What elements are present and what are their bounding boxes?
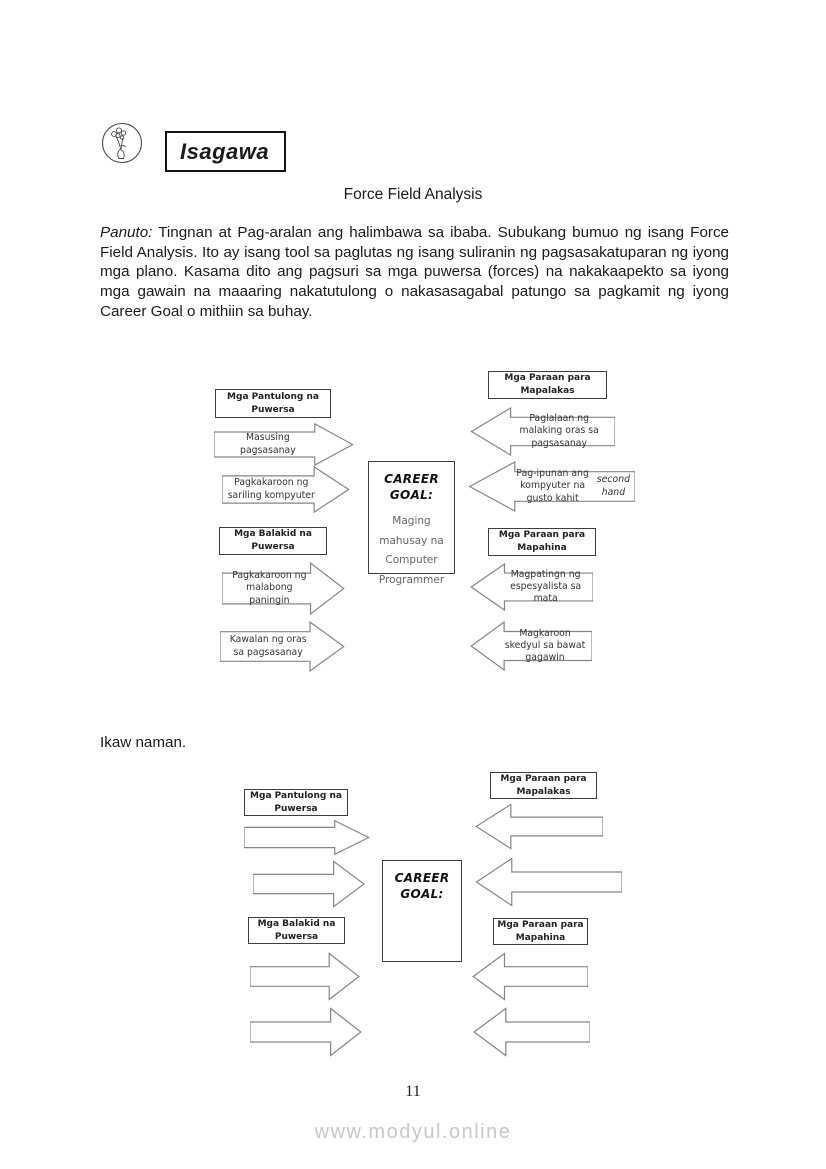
page-number: 11 bbox=[405, 1083, 421, 1100]
weaken-way-arrow bbox=[470, 621, 592, 671]
left-arrow-shape bbox=[475, 803, 603, 850]
blank-hindering-force-arrow[interactable] bbox=[250, 1007, 362, 1057]
blank-weaken-way-arrow[interactable] bbox=[472, 952, 588, 1001]
right-arrow-shape bbox=[244, 820, 370, 855]
strengthen-ways-header: Mga Paraan para Mapalakas bbox=[490, 772, 597, 799]
career-goal-box bbox=[368, 461, 455, 586]
arrow-label: Magkaroon skedyul sa bawat gagawin bbox=[504, 627, 586, 664]
arrow-label: Kawalan ng oras sa pagsasanay bbox=[229, 634, 307, 658]
arrow-label: Masusing pagsasanay bbox=[240, 432, 296, 456]
left-arrow-shape bbox=[472, 952, 588, 1001]
helping-force-arrow bbox=[222, 466, 350, 513]
activity-title: Isagawa bbox=[180, 138, 270, 164]
weaken-ways-header: Mga Paraan para Mapahina bbox=[488, 528, 596, 556]
your-turn-prompt: Ikaw naman. bbox=[100, 734, 187, 751]
career-goal-box[interactable] bbox=[382, 860, 462, 962]
weaken-ways-header: Mga Paraan para Mapahina bbox=[493, 918, 588, 945]
left-arrow-shape bbox=[473, 1007, 590, 1057]
arrow-label: Magpatingn ng espesyalista sa mata bbox=[510, 568, 582, 605]
weaken-way-arrow bbox=[470, 563, 593, 611]
right-arrow-shape bbox=[250, 1007, 362, 1057]
blank-strengthen-way-arrow[interactable] bbox=[475, 803, 603, 850]
blank-helping-force-arrow[interactable] bbox=[244, 820, 370, 855]
arrow-label: Pagkakaroon ng malabong paningin bbox=[232, 570, 307, 606]
arrow-label: Pagkakaroon ng sariling kompyuter bbox=[227, 477, 315, 501]
strengthen-ways-header: Mga Paraan para Mapalakas bbox=[488, 371, 607, 399]
blank-strengthen-way-arrow[interactable] bbox=[475, 857, 622, 907]
instructions-text: Tingnan at Pag-aralan ang halimbawa sa ibaba. Subukang bumuo ng isang Force Field Analysis. Ito ay isang tool sa paglutas ng isang suliranin ng pagsasakatuparan ng iyong mga plano. Kasama dito ang pagsuri sa mga puwersa (forces) na nakakaapekto sa iyong mga gawain na maaaring nakatutulong o nakasasagabal patungo sa pagkamit ng iyong Career Goal o mithiin sa buhay. bbox=[100, 224, 729, 320]
arrow-label: Paglalaan ng malaking oras sa pagsasanay bbox=[519, 413, 599, 449]
helping-forces-header: Mga Pantulong na Puwersa bbox=[244, 789, 348, 816]
arrow-label-italic: second hand bbox=[596, 474, 630, 498]
right-arrow-shape bbox=[253, 860, 365, 908]
section-title: Force Field Analysis bbox=[343, 186, 483, 203]
blank-helping-force-arrow[interactable] bbox=[253, 860, 365, 908]
career-goal-text: Maging mahusay na Computer Programmer bbox=[378, 515, 445, 586]
watermark: www.modyul.online bbox=[314, 1121, 512, 1143]
flower-sketch-icon bbox=[101, 122, 143, 164]
activity-title-box bbox=[165, 131, 286, 172]
hindering-forces-header: Mga Balakid na Puwersa bbox=[219, 527, 327, 555]
helping-force-arrow bbox=[214, 423, 354, 466]
arrow-label bbox=[511, 461, 630, 512]
hindering-force-arrow bbox=[222, 562, 345, 615]
strengthen-way-arrow bbox=[470, 407, 615, 456]
hindering-forces-header: Mga Balakid na Puwersa bbox=[248, 917, 345, 944]
hindering-force-arrow bbox=[220, 621, 345, 672]
career-goal-label: CAREER GOAL: bbox=[384, 472, 439, 503]
panuto-label: Panuto: bbox=[100, 224, 153, 241]
instructions-paragraph bbox=[100, 223, 729, 322]
left-arrow-shape bbox=[475, 857, 622, 907]
career-goal-label: CAREER GOAL: bbox=[394, 871, 450, 902]
right-arrow-shape bbox=[250, 952, 360, 1001]
arrow-label-text: Pag-ipunan ang kompyuter na gusto kahit bbox=[516, 468, 589, 504]
helping-forces-header: Mga Pantulong na Puwersa bbox=[215, 389, 331, 418]
strengthen-way-arrow bbox=[468, 461, 635, 512]
blank-weaken-way-arrow[interactable] bbox=[473, 1007, 590, 1057]
blank-hindering-force-arrow[interactable] bbox=[250, 952, 360, 1001]
